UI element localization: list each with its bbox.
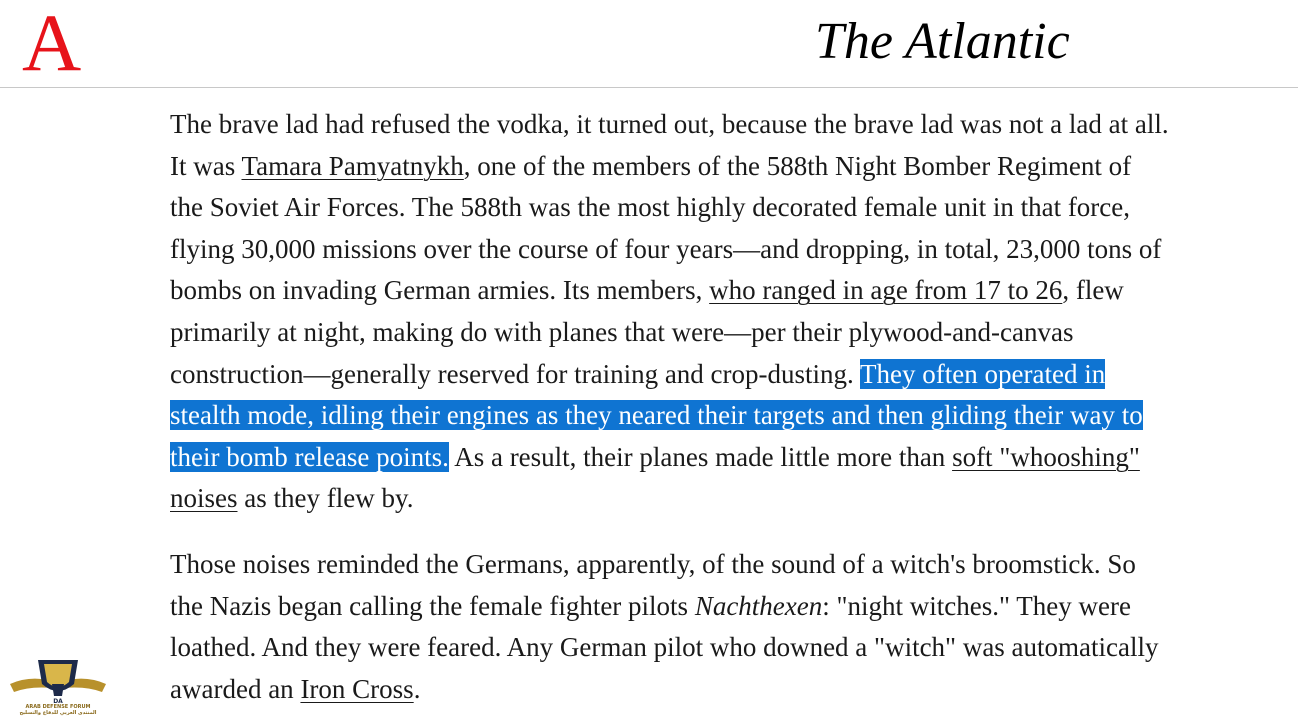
svg-text:DA: DA (53, 698, 63, 705)
watermark-caption (8, 704, 108, 716)
paragraph-2 (170, 544, 1170, 710)
masthead-title[interactable]: The Atlantic (815, 13, 1070, 70)
link-tamara-pamyatnykh[interactable]: Tamara Pamyatnykh (241, 150, 464, 181)
link-age-range[interactable]: who ranged in age from 17 to 26 (709, 275, 1063, 306)
p1-text-1: The brave lad had refused the vodka, it turned out, because the brave lad was not a lad at all. It was (170, 109, 1169, 181)
forum-watermark (8, 654, 108, 726)
selected-text[interactable]: They often operated in stealth mode, idling their engines as they neared their targets and then gliding their way to their bomb release points. (170, 358, 1143, 472)
site-header (0, 0, 1298, 88)
eagle-emblem-icon (8, 654, 108, 706)
link-whooshing-noises[interactable]: soft "whooshing" noises (170, 441, 1140, 514)
p2-text-2: : "night witches." They were loathed. And they were feared. Any German pilot who downed a "witch" was automatically awarded an (170, 590, 1159, 704)
p2-text-3: . (413, 673, 421, 704)
article-body (170, 104, 1170, 710)
paragraph-1 (170, 104, 1170, 520)
atlantic-logo[interactable]: A (22, 0, 80, 88)
link-iron-cross[interactable]: Iron Cross (300, 673, 414, 704)
p1-text-5: as they flew by. (237, 483, 414, 514)
p2-text-1: Those noises reminded the Germans, apparently, of the sound of a witch's broomstick. So the Nazis began calling the female fighter pilots (170, 548, 1136, 621)
p1-text-3: , flew primarily at night, making do with planes that were—per their plywood-and-canvas construction—generally reserved for training and crop-dusting. (170, 275, 1124, 389)
p1-text-4: As a result, their planes made little more than (448, 441, 953, 472)
p1-text-2: , one of the members of the 588th Night Bomber Regiment of the Soviet Air Forces. The 588th was the most highly decorated female unit in that force, flying 30,000 missions over the course of four years—and dropping, in total, 23,000 tons of bombs on invading German armies. Its members, (170, 150, 1162, 306)
watermark-line-1: ARAB DEFENSE FORUM (25, 704, 91, 710)
p2-emphasis: Nachthexen (694, 590, 823, 621)
watermark-line-2: المنتدى العربي للدفاع والتسليح (19, 710, 97, 716)
